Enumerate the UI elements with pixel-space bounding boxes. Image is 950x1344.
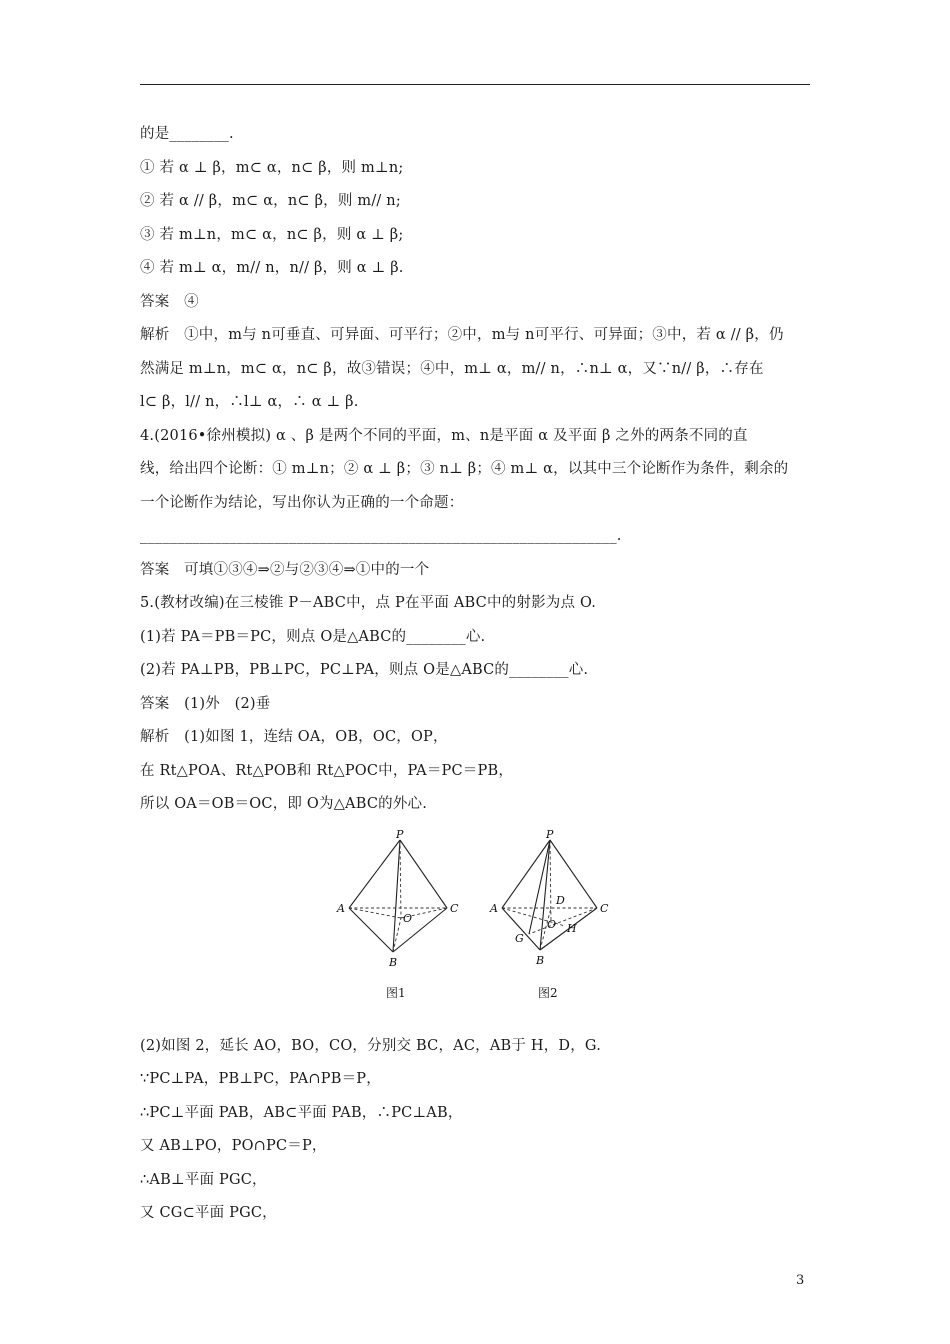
- text-line: 线，给出四个论断：① m⊥n；② α ⊥ β；③ n⊥ β；④ m⊥ α，以其中三个论断作为条件，剩余的: [140, 461, 789, 477]
- label-b: B: [389, 955, 398, 969]
- text-line: 又 CG⊂平面 PGC，: [140, 1205, 277, 1221]
- label-h: H: [567, 921, 577, 935]
- page-number: 3: [796, 1273, 805, 1288]
- label-d: D: [556, 893, 565, 907]
- text-line: 一个论断作为结论，写出你认为正确的一个命题：: [140, 494, 464, 511]
- document-body: [140, 118, 812, 1231]
- label-g: G: [515, 931, 524, 945]
- text-line: 的是________.: [140, 126, 234, 142]
- label-b: B: [536, 953, 545, 967]
- text-line: 在 Rt△POA、Rt△POB和 Rt△POC中，PA＝PC＝PB，: [140, 762, 514, 779]
- label-c: C: [600, 901, 609, 915]
- label-o: O: [403, 911, 413, 925]
- text-line: ∵PC⊥PA，PB⊥PC，PA∩PB＝P，: [140, 1071, 381, 1087]
- label-o: O: [547, 917, 557, 931]
- header-rule: [140, 84, 810, 85]
- text-line: 所以 OA＝OB＝OC，即 O为△ABC的外心.: [140, 796, 428, 812]
- figure-2-pyramid: [485, 830, 615, 980]
- text-line: 然满足 m⊥n，m⊂ α，n⊂ β，故③错误；④中，m⊥ α，m// n，∴n⊥ α，又∵n// β，∴存在: [140, 360, 764, 377]
- label-c: C: [450, 901, 459, 915]
- text-line: (2)如图 2，延长 AO，BO，CO，分别交 BC，AC，AB于 H，D，G.: [140, 1037, 602, 1054]
- text-line: ① 若 α ⊥ β，m⊂ α，n⊂ β，则 m⊥n;: [140, 159, 404, 176]
- blank-line: ________________________________________________________________.: [140, 528, 622, 544]
- text-line: ∴PC⊥平面 PAB，AB⊂平面 PAB，∴PC⊥AB，: [140, 1104, 463, 1121]
- text-line: (1)若 PA＝PB＝PC，则点 O是△ABC的________心.: [140, 628, 486, 645]
- label-p: P: [396, 829, 404, 841]
- answer-line: 答案 (1)外 (2)垂: [140, 695, 271, 712]
- label-a: A: [490, 901, 498, 915]
- question-line: 5.(教材改编)在三棱锥 P－ABC中，点 P在平面 ABC中的射影为点 O.: [140, 595, 597, 611]
- text-line: 又 AB⊥PO，PO∩PC＝P，: [140, 1138, 327, 1154]
- text-line: ② 若 α // β，m⊂ α，n⊂ β，则 m// n;: [140, 193, 401, 209]
- label-a: A: [337, 901, 345, 915]
- text-line: ∴AB⊥平面 PGC，: [140, 1171, 267, 1188]
- text-line: ④ 若 m⊥ α，m// n，n// β，则 α ⊥ β.: [140, 260, 404, 276]
- figure-1-pyramid: [335, 830, 465, 980]
- text-line: 解析 ①中，m与 n可垂直、可异面、可平行；②中，m与 n可平行、可异面；③中，若 α // β，仍: [140, 327, 784, 343]
- text-line: l⊂ β，l// n，∴l⊥ α，∴ α ⊥ β.: [140, 394, 359, 410]
- label-p: P: [546, 829, 554, 841]
- text-line: ③ 若 m⊥n，m⊂ α，n⊂ β，则 α ⊥ β;: [140, 226, 404, 243]
- figure-1-caption: 图1: [386, 985, 406, 1000]
- text-line: 解析 (1)如图 1，连结 OA，OB，OC，OP，: [140, 729, 448, 745]
- figures-row: [140, 830, 812, 1020]
- answer-line: 答案 ④: [140, 293, 199, 310]
- figure-2-caption: 图2: [538, 985, 558, 1000]
- question-line: 4.(2016•徐州模拟) α 、β 是两个不同的平面，m、n是平面 α 及平面 β 之外的两条不同的直: [140, 427, 748, 444]
- answer-line: 答案 可填①③④⇒②与②③④⇒①中的一个: [140, 561, 430, 578]
- text-line: (2)若 PA⊥PB，PB⊥PC，PC⊥PA，则点 O是△ABC的________心.: [140, 662, 589, 678]
